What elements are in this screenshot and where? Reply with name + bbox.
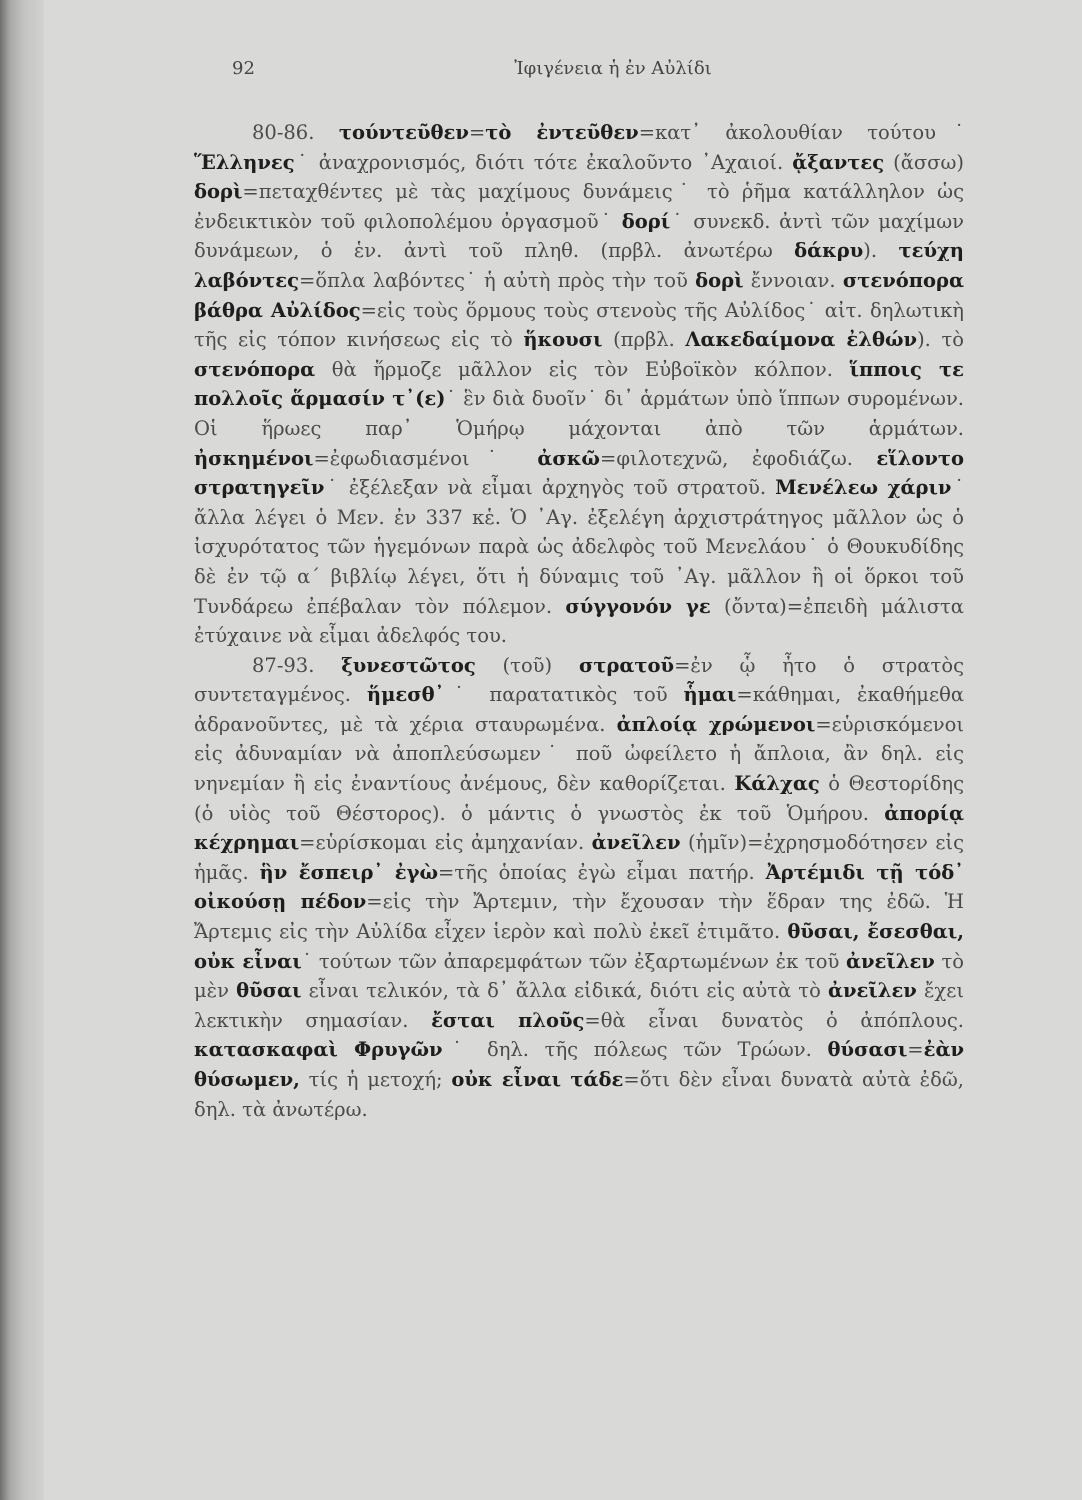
commentary-run: ˙ ἐξέλεξαν νὰ εἶμαι ἀρχηγὸς τοῦ στρατοῦ. xyxy=(324,476,776,500)
commentary-run: = xyxy=(907,1038,924,1062)
book-page xyxy=(44,0,1082,1500)
commentary-run: =ὅπλα λαβόντες˙ ἡ αὐτὴ πρὸς τὴν τοῦ xyxy=(299,268,696,292)
running-title: Ἰφιγένεια ἡ ἐν Αὐλίδι xyxy=(514,58,712,79)
commentary-paragraph-80-86 xyxy=(194,118,964,651)
lemma-text: δορὶ xyxy=(695,268,744,292)
lemma-text: Ἀρτέμιδι τῇ τόδ᾽ οἰκούσῃ πέδον xyxy=(194,860,965,914)
commentary-run: (ὄντα)=ἐπειδὴ μάλιστα ἐτύχαινε νὰ εἶμαι ἀδελφός του. xyxy=(194,594,964,648)
lemma-text: ἀπορίᾳ κέχρημαι xyxy=(194,801,964,855)
commentary-run: (ἄσσω) xyxy=(884,150,964,174)
lemma-text: εἵλοντο στρατηγεῖν xyxy=(194,446,965,500)
commentary-run: =φιλοτεχνῶ, ἐφοδιάζω. xyxy=(599,446,877,470)
lemma-text: δάκρυ xyxy=(794,239,864,263)
commentary-run: τίς ἡ μετοχή; xyxy=(299,1068,452,1091)
commentary-run: 80-86. xyxy=(252,121,339,144)
lemma-text: ἀσκῶ xyxy=(537,446,600,470)
lemma-text: τεύχη λαβόντες xyxy=(194,239,964,292)
lemma-text: ἥκουσι xyxy=(523,328,603,352)
lemma-text: ἣν ἔσπειρ᾽ ἐγὼ xyxy=(259,860,439,884)
commentary-run: 87-93. xyxy=(252,653,342,677)
lemma-text: Κάλχας xyxy=(734,772,820,796)
commentary-run: (τοῦ) xyxy=(475,653,579,677)
commentary-run: ). τὸ xyxy=(917,328,964,352)
lemma-text: ξυνεστῶτος xyxy=(341,653,476,677)
lemma-text: τούντεῦθεν xyxy=(338,121,469,144)
lemma-text: ἀνεῖλεν xyxy=(827,979,917,1003)
commentary-run: =θὰ εἶναι δυνατὸς ὁ ἀπόπλους. xyxy=(584,1008,964,1032)
commentary-run: = xyxy=(468,121,486,144)
lemma-text: οὐκ εἶναι τάδε xyxy=(451,1068,624,1091)
lemma-text: τὸ ἐντεῦθεν xyxy=(485,121,639,144)
commentary-run: (ἡμῖν)=ἐχρησμοδότησεν εἰς ἡμᾶς. xyxy=(194,831,964,884)
commentary-run: τὸ μὲν xyxy=(194,949,964,1003)
commentary-run: ˙ παρατατικὸς τοῦ xyxy=(444,683,684,707)
commentary-run: ˙ τούτων τῶν ἀπαρεμφάτων τῶν ἐξαρτωμένων ἐκ τοῦ xyxy=(301,949,846,973)
commentary-run: ὁ Θεστορίδης (ὁ υἱὸς τοῦ Θέστορος). ὁ μάντις ὁ γνωστὸς ἐκ τοῦ Ὁμήρου. xyxy=(194,772,964,825)
commentary-run: ˙ δηλ. τῆς πόλεως τῶν Τρώων. xyxy=(442,1038,828,1062)
commentary-run: θὰ ἥρμοζε μᾶλλον εἰς τὸν Εὐβοϊκὸν κόλπον. xyxy=(315,357,850,381)
commentary-run: =πεταχθέντες μὲ τὰς μαχίμους δυνάμεις˙ τὸ ῥῆμα κατάλληλον ὡς ἐνδεικτικὸν τοῦ φιλοπολέμου ὀργασμοῦ˙ xyxy=(194,180,964,233)
lemma-text: ᾄξαντες xyxy=(792,150,885,174)
lemma-text: δορὶ xyxy=(194,180,243,204)
commentary-run: ἔννοιαν. xyxy=(743,268,843,292)
lemma-text: κατασκαφαὶ Φρυγῶν xyxy=(194,1038,443,1062)
commentary-text xyxy=(194,118,964,1124)
page-header xyxy=(44,58,1082,88)
lemma-text: ἵπποις τε πολλοῖς ἅρμασίν τ᾽(ε) xyxy=(194,357,965,411)
commentary-run: =εὑρισκόμενοι εἰς ἀδυναμίαν νὰ ἀποπλεύσωμεν˙ ποῦ ὠφείλετο ἡ ἄπλοια, ἂν δηλ. εἰς νηνεμίαν ἢ εἰς ἐναντίους ἀνέμους, δὲν καθορίζεται. xyxy=(194,712,964,796)
commentary-run: ˙ ἀναχρονισμός, διότι τότε ἐκαλοῦντο ᾽Αχαιοί. xyxy=(294,150,793,174)
lemma-text: στενόπορα βάθρα Αὐλίδος xyxy=(194,268,964,322)
lemma-text: ἐὰν θύσωμεν, xyxy=(194,1038,964,1091)
lemma-text: ἔσται πλοῦς xyxy=(431,1008,585,1032)
commentary-run: =κατ᾽ ἀκολουθίαν τούτου˙ xyxy=(638,121,964,144)
commentary-run: =ὅτι δὲν εἶναι δυνατὰ αὐτὰ ἐδῶ, δηλ. τὰ ἀνωτέρω. xyxy=(194,1068,964,1121)
commentary-run: ˙ ἓν διὰ δυοῖν˙ δι᾽ ἁρμάτων ὑπὸ ἵππων συρομένων. Οἱ ἥρωες παρ᾽ Ὁμήρῳ μάχονται ἀπὸ τῶν ἁρμάτων. xyxy=(194,387,965,440)
lemma-text: Ἕλληνες xyxy=(194,150,295,174)
lemma-text: ἀνεῖλεν xyxy=(591,831,681,855)
commentary-run: εἶναι τελικόν, τὰ δ᾽ ἄλλα εἰδικά, διότι εἰς αὐτὰ τὸ xyxy=(301,979,828,1003)
lemma-text: Λακεδαίμονα ἐλθών xyxy=(685,328,918,352)
lemma-text: θῦσαι xyxy=(236,979,302,1003)
page-number: 92 xyxy=(232,58,255,79)
lemma-text: στρατοῦ xyxy=(578,653,675,677)
lemma-text: θῦσαι, ἔσεσθαι, οὐκ εἶναι xyxy=(194,920,964,973)
commentary-run: (πρβλ. xyxy=(602,328,686,352)
commentary-run: =εὑρίσκομαι εἰς ἀμηχανίαν. xyxy=(299,831,592,855)
commentary-run: ˙ συνεκδ. ἀντὶ τῶν μαχίμων δυνάμεων, ὁ ἑν. ἀντὶ τοῦ πληθ. (πρβλ. ἀνωτέρω xyxy=(194,209,964,263)
lemma-text: ἀπλοίᾳ χρώμενοι xyxy=(616,712,816,736)
commentary-run: ἔχει λεκτικὴν σημασίαν. xyxy=(194,979,964,1032)
lemma-text: Μενέλεω χάριν xyxy=(775,476,952,500)
commentary-run: =κάθημαι, ἐκαθήμεθα ἀδρανοῦντες, μὲ τὰ χέρια σταυρωμένα. xyxy=(194,683,964,736)
commentary-paragraph-87-93 xyxy=(194,651,964,1125)
lemma-text: ἠσκημένοι xyxy=(194,446,314,470)
commentary-run: =εἰς τὴν Ἄρτεμιν, τὴν ἔχουσαν τὴν ἕδραν της ἐδῶ. Ἡ Ἄρτεμις εἰς τὴν Αὐλίδα εἶχεν ἱερὸν καὶ πολὺ ἐκεῖ ἐτιμᾶτο. xyxy=(194,890,965,944)
lemma-text: θύσασι xyxy=(827,1038,908,1062)
commentary-run: =ἐφωδιασμένοι˙ xyxy=(313,446,538,470)
lemma-text: ἀνεῖλεν xyxy=(845,949,935,973)
book-spine-shadow xyxy=(0,0,44,1500)
commentary-run: =εἰς τοὺς ὅρμους τοὺς στενοὺς τῆς Αὐλίδος˙ αἰτ. δηλωτικὴ τῆς εἰς τόπον κινήσεως εἰς τὸ xyxy=(194,298,964,352)
commentary-run: ). xyxy=(863,239,899,263)
lemma-text: δορί xyxy=(621,209,671,233)
commentary-run: ˙ ἄλλα λέγει ὁ Μεν. ἐν 337 κἑ. Ὁ ᾽Αγ. ἐξελέγη ἀρχιστράτηγος μᾶλλον ὡς ὁ ἰσχυρότατος τῶν ἡγεμόνων παρὰ ὡς ἀδελφὸς τοῦ Μενελάου˙ ὁ Θουκυδίδης δὲ ἐν τῷ α΄ βιβλίῳ λέγει, ὅτι ἡ δύναμις τοῦ ᾽Αγ. μᾶλλον ἢ οἱ ὅρκοι τοῦ Τυνδάρεω ἐπέβαλαν τὸν πόλεμον. xyxy=(194,476,964,618)
lemma-text: ἧμαι xyxy=(683,683,737,707)
commentary-run: =ἐν ᾧ ἦτο ὁ στρατὸς συντεταγμένος. xyxy=(194,653,964,707)
commentary-run: =τῆς ὁποίας ἐγὼ εἶμαι πατήρ. xyxy=(438,860,766,884)
lemma-text: στενόπορα xyxy=(194,357,316,381)
lemma-text: σύγγονόν γε xyxy=(565,594,711,618)
lemma-text: ἥμεσθ᾽ xyxy=(366,683,445,707)
